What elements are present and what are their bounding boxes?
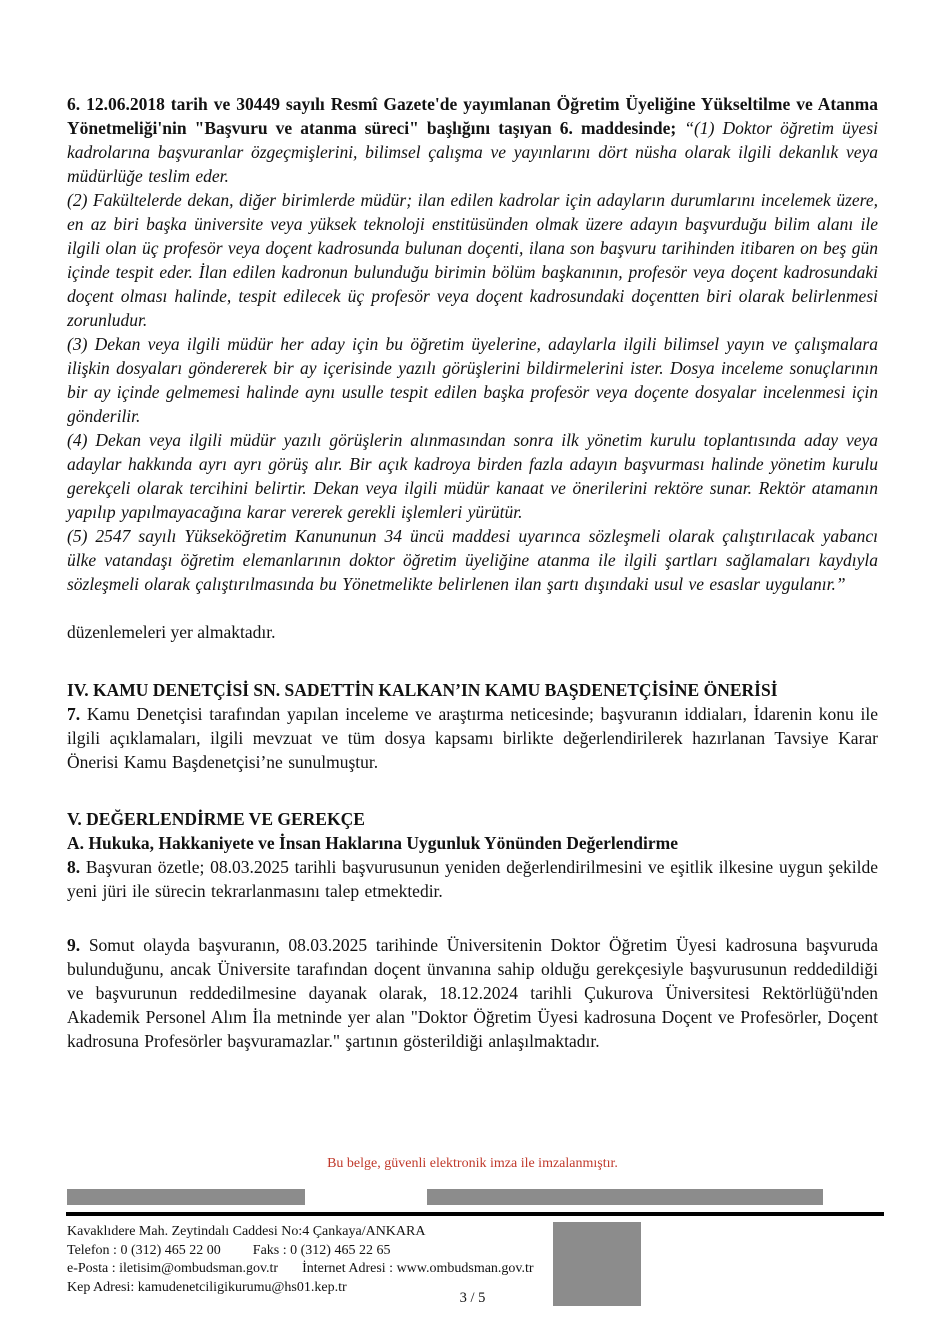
paragraph-8-text: Başvuran özetle; 08.03.2025 tarihli başvurusunun yeniden değerlendirilmesini ve eşitlik ilkesine uygun şekilde yeni jüri ile sürecin tekrarlanmasını talep etmektedir. <box>67 857 878 901</box>
quote-paragraph-4: (4) Dekan veya ilgili müdür yazılı görüşlerin alınmasından sonra ilk yönetim kurulu toplantısında aday veya adaylar hakkında ayrı ayrı görüş alır. Bir açık kadroya birden fazla adayın başvurması halinde yönetim kurulu gerekçeli olarak tercihini belirtir. Dekan veya ilgili müdür kanaat ve önerilerini rektöre sunar. Rektör atamanın yapılıp yapılmayacağına karar vererek gerekli işlemleri yürütür. <box>67 430 878 522</box>
section-v-heading: V. DEĞERLENDİRME VE GEREKÇE <box>67 809 365 829</box>
email-address: e-Posta : iletisim@ombudsman.gov.tr <box>67 1261 279 1276</box>
paragraph-6-intro: 6. 12.06.2018 tarih ve 30449 sayılı Resmî Gazete'de yayımlanan Öğretim Üyeliğine Yükseltilme ve Atanma Yönetmeliği'nin "Başvuru ve atanma süreci" başlığını taşıyan 6. maddesinde; <box>67 94 878 138</box>
paragraph-7 <box>67 702 878 774</box>
fax-number: Faks : 0 (312) 465 22 65 <box>252 1242 391 1258</box>
phone-number: Telefon : 0 (312) 465 22 00 <box>67 1242 221 1258</box>
page-number: 3 / 5 <box>459 1290 486 1306</box>
quote-paragraph-3: (3) Dekan veya ilgili müdür her aday için bu öğretim üyelerine, adaylarla ilgili bilimsel yayın ve çalışmalara ilişkin dosyaları göndererek bir ay içerisinde yazılı görüşlerini bildirmelerini ister. Dosya inceleme sonuçlarının bir ay içinde gelmemesi halinde aynı usulle tespit edilen başka profesör veya doçente dosyalar incelenmesi için gönderilir. <box>67 334 878 426</box>
address-line: Kavaklıdere Mah. Zeytindalı Caddesi No:4 Çankaya/ANKARA <box>67 1224 426 1239</box>
paragraph-6 <box>67 92 878 188</box>
section-iv-heading: IV. KAMU DENETÇİSİ SN. SADETTİN KALKAN’IN KAMU BAŞDENETÇİSİNE ÖNERİSİ <box>67 680 778 700</box>
paragraph-9-text: Somut olayda başvuranın, 08.03.2025 tarihinde Üniversitenin Doktor Öğretim Üyesi kadrosuna başvuruda bulunduğunu, ancak Üniversite tarafından doçent ünvanına sahip olduğu gerekçesiyle başvurusunun reddedildiği ve başvurunun reddedilmesine dayanak olarak, 18.12.2024 tarihli Çukurova Üniversitesi Rektörlüğü'nden Akademik Personel Alım İla metninde yer alan "Doktor Öğretim Üyesi kadrosuna Doçent ve Profesörler, Doçent kadrosuna Profesörler başvuramazlar." şartının gösterildiği anlaşılmaktadır. <box>67 935 879 1051</box>
document-body <box>67 92 878 1053</box>
paragraph-9-number: 9. <box>67 935 81 955</box>
email-web-line <box>67 1260 534 1279</box>
quote-paragraph-5: (5) 2547 sayılı Yükseköğretim Kanununun 34 üncü maddesi uyarınca sözleşmeli olarak çalıştırılacak yabancı ülke vatandaşı öğretim elemanlarının doktor öğretim üyeliğine atanma ile ilgili şartları sağlamaları kaydıyla sözleşmeli olarak çalıştırılmasında bu Yönetmelikte belirlenen ilan şartı dışındaki usul ve esaslar uygulanır.” <box>67 526 878 594</box>
redacted-block-left <box>67 1189 305 1205</box>
redacted-block-right <box>427 1189 823 1205</box>
paragraph-7-text: Kamu Denetçisi tarafından yapılan inceleme ve araştırma neticesinde; başvuranın iddiaları, İdarenin konu ile ilgili açıklamaları, ilgili mevzuat ve tüm dosya kapsamı birlikte değerlendirilerek hazırlanan Tavsiye Karar Önerisi Kamu Başdenetçisi’ne sunulmuştur. <box>67 704 878 772</box>
website-address: İnternet Adresi : www.ombudsman.gov.tr <box>302 1261 534 1276</box>
paragraph-8-number: 8. <box>67 857 81 877</box>
e-signature-notice: Bu belge, güvenli elektronik imza ile imzalanmıştır. <box>327 1156 618 1171</box>
kep-address-line: Kep Adresi: kamudenetciligikurumu@hs01.kep.tr <box>67 1279 347 1295</box>
footer-contact-info <box>67 1223 534 1297</box>
paragraph-8 <box>67 855 878 903</box>
paragraph-7-number: 7. <box>67 704 81 724</box>
paragraph-9 <box>67 933 878 1053</box>
footer-divider <box>66 1212 884 1216</box>
phone-fax-line <box>67 1242 534 1261</box>
closing-line: düzenlemeleri yer almaktadır. <box>67 622 276 642</box>
paragraph-6-quote-1: “(1) Doktor öğretim üyesi kadrolarına başvuranlar özgeçmişlerini, bilimsel çalışma ve yayınlarını dört nüsha olarak ilgili dekanlık veya müdürlüğe teslim eder. <box>67 118 878 186</box>
section-v-a-subheading: A. Hukuka, Hakkaniyete ve İnsan Haklarına Uygunluk Yönünden Değerlendirme <box>67 833 678 853</box>
quote-paragraph-2: (2) Fakültelerde dekan, diğer birimlerde müdür; ilan edilen kadrolar için adayların durumlarını incelemek üzere, en az biri başka üniversite veya yüksek teknoloji enstitüsünden olmak üzere adayın başvurduğu bilim alanı ile ilgili olan üç profesör veya doçent kadrosunda bulunan doçenti, ilana son başvuru tarihinden itibaren on beş gün içinde tespit eder. İlan edilen kadronun bulunduğu birimin bölüm başkanının, profesör veya doçent kadrosundaki doçent olması halinde, tespit edilecek üç profesör veya doçent kadrosundaki doçentten biri olarak belirlenmesi zorunludur. <box>67 190 878 330</box>
